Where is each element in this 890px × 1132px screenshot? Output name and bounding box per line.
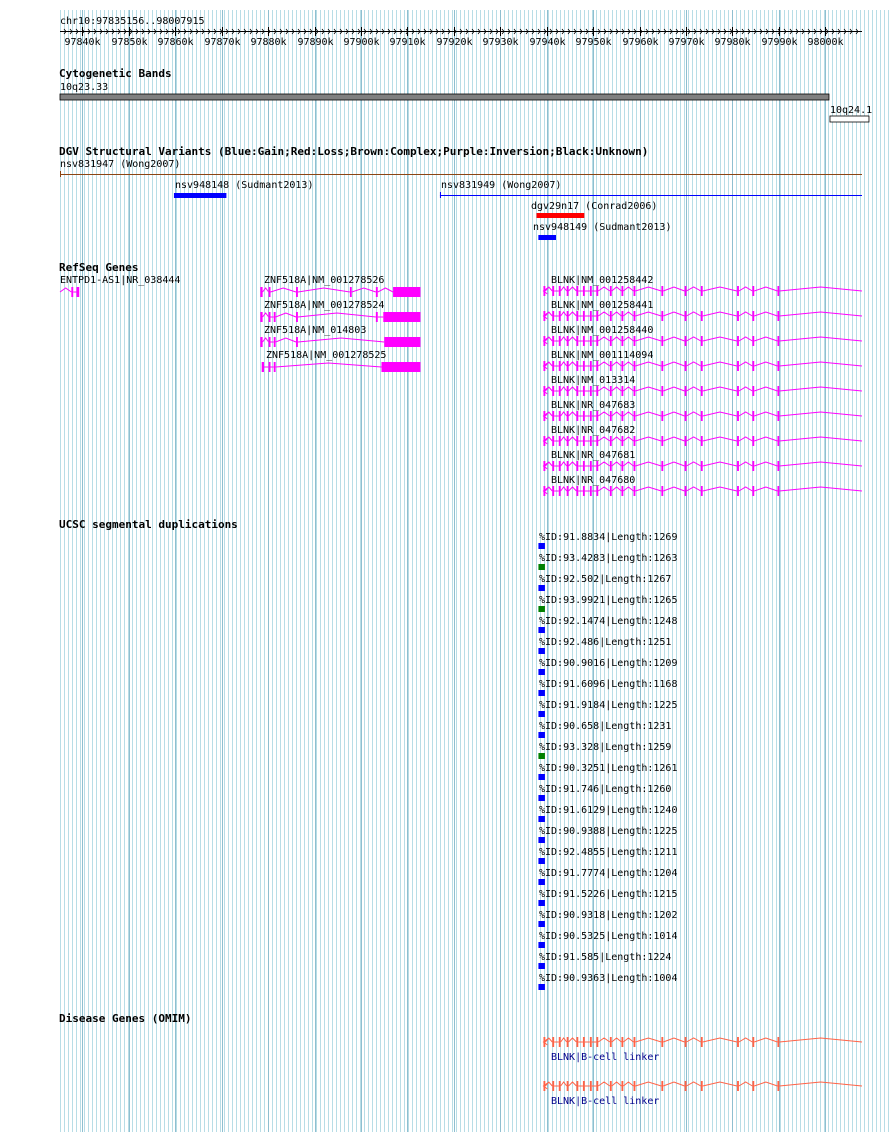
refseq-gene-exon [559,386,561,396]
refseq-gene-exon [559,436,561,446]
refseq-gene-exon [685,461,687,471]
refseq-gene-exon [567,486,569,496]
refseq-gene-exon [685,311,687,321]
refseq-gene-exon [701,386,703,396]
ruler-tick-label: 97840k [64,37,101,48]
refseq-gene-exon [583,411,585,421]
ruler-tick-label: 97850k [111,37,148,48]
refseq-gene-exon [777,386,779,396]
refseq-gene-exon [296,312,298,322]
omim-gene-exon [552,1037,554,1047]
refseq-gene-exon [685,386,687,396]
refseq-gene-exon [752,411,754,421]
omim-features [543,1037,862,1107]
refseq-gene-exon [701,436,703,446]
refseq-gene-exon [552,436,554,446]
refseq-gene-exon [737,486,739,496]
omim-gene-exon [621,1081,623,1091]
region-label: chr10:97835156..98007915 [60,16,205,27]
refseq-gene-exon [583,461,585,471]
omim-gene-exon [737,1037,739,1047]
refseq-gene-label: BLNK|NR_047680 [551,475,636,486]
refseq-gene-exon [583,361,585,371]
refseq-gene-exon [274,337,276,347]
refseq-gene-exon [567,311,569,321]
segdup-feature [538,669,544,675]
refseq-gene-exon [634,411,636,421]
omim-gene-exon [596,1037,598,1047]
refseq-gene-exon [590,311,592,321]
segdup-feature [538,963,544,969]
refseq-gene-exon [685,411,687,421]
refseq-gene-exon [596,311,598,321]
segdup-label: %ID:90.658|Length:1231 [539,721,672,732]
segdup-feature [538,711,544,717]
omim-gene-exon [576,1081,578,1091]
omim-gene-label: BLNK|B-cell linker [551,1052,660,1063]
segdup-feature [538,606,544,612]
refseq-gene-exon [559,411,561,421]
refseq-gene-exon [567,411,569,421]
refseq-gene-exon [559,311,561,321]
segdup-feature [538,837,544,843]
refseq-gene-exon [661,436,663,446]
segdup-label: %ID:91.746|Length:1260 [539,784,672,795]
refseq-gene-exon [634,436,636,446]
refseq-gene-exon [685,361,687,371]
refseq-gene-exon [552,386,554,396]
segdup-label: %ID:91.5226|Length:1215 [539,889,678,900]
omim-gene-exon [701,1081,703,1091]
refseq-gene-label: ZNF518A|NM_001278525 [266,350,387,361]
refseq-gene-exon [583,386,585,396]
refseq-gene-exon [777,486,779,496]
refseq-gene-exon [583,336,585,346]
refseq-gene-exon [752,436,754,446]
refseq-gene-exon [752,461,754,471]
refseq-gene-exon [777,411,779,421]
refseq-gene-exon [621,311,623,321]
segdup-feature [538,543,544,549]
refseq-gene-exon [576,361,578,371]
omim-gene-exon [610,1081,612,1091]
segdup-feature [538,921,544,927]
ruler-tick-label: 97920k [436,37,473,48]
refseq-gene-exon [590,486,592,496]
segdup-label: %ID:92.1474|Length:1248 [539,616,678,627]
refseq-gene-exon [559,286,561,296]
refseq-gene-exon [269,362,271,372]
refseq-gene-exon [269,337,271,347]
refseq-gene-exon [576,286,578,296]
refseq-gene-exon [552,311,554,321]
refseq-gene-exon [610,436,612,446]
segdup-feature [538,774,544,780]
refseq-gene-exon [552,411,554,421]
refseq-gene-exon [376,287,378,297]
omim-gene-exon [583,1081,585,1091]
omim-gene-exon [737,1081,739,1091]
ruler-tick-label: 97950k [575,37,612,48]
cytoband-track-title: Cytogenetic Bands [59,67,172,80]
refseq-gene-exon [559,361,561,371]
omim-gene-exon [661,1037,663,1047]
segdup-feature [538,900,544,906]
segdup-label: %ID:90.9318|Length:1202 [539,910,678,921]
omim-gene-exon [621,1037,623,1047]
segdup-label: %ID:91.6129|Length:1240 [539,805,678,816]
ruler-tick-label: 97860k [157,37,194,48]
omim-gene-exon [752,1081,754,1091]
refseq-gene-exon [661,286,663,296]
refseq-gene-exon [296,337,298,347]
cytoband-features [60,82,872,122]
refseq-gene-exon [260,312,262,322]
segdup-feature [538,648,544,654]
segdup-label: %ID:91.585|Length:1224 [539,952,672,963]
cytoband-label: 10q23.33 [60,82,109,93]
refseq-gene-exon [590,361,592,371]
refseq-gene-exon [567,436,569,446]
refseq-gene-exon [752,336,754,346]
refseq-gene-exon [752,486,754,496]
refseq-gene-exon [296,287,298,297]
segdup-feature [538,753,544,759]
dgv-variant-label: dgv29n17 (Conrad2006) [531,201,658,212]
refseq-gene-exon [737,361,739,371]
refseq-gene-exon [701,411,703,421]
dgv-variant-label: nsv831949 (Wong2007) [441,180,562,191]
refseq-gene-exon [596,486,598,496]
refseq-gene-exon [685,436,687,446]
segdup-feature [538,732,544,738]
refseq-gene-exon [384,337,420,347]
refseq-gene-label: ENTPD1-AS1|NR_038444 [60,275,181,286]
segdup-feature [538,627,544,633]
omim-gene-exon [634,1037,636,1047]
segdup-label: %ID:90.5325|Length:1014 [539,931,678,942]
refseq-gene-exon [552,286,554,296]
refseq-gene-exon [634,336,636,346]
ruler-tick-label: 97990k [761,37,798,48]
segdup-feature [538,585,544,591]
refseq-gene-exon [559,336,561,346]
dgv-variant-label: nsv948148 (Sudmant2013) [175,180,314,191]
ruler-tick-label: 98000k [807,37,844,48]
refseq-gene-label: BLNK|NR_047681 [551,450,636,461]
refseq-gene-exon [621,436,623,446]
refseq-gene-exon [596,336,598,346]
refseq-gene-exon [621,361,623,371]
refseq-gene-exon [567,461,569,471]
refseq-gene-exon [621,386,623,396]
refseq-gene-exon [737,411,739,421]
ruler-tick-label: 97960k [622,37,659,48]
refseq-gene-exon [701,311,703,321]
refseq-gene-exon [583,286,585,296]
ruler-tick-label: 97940k [529,37,566,48]
refseq-gene-exon [737,461,739,471]
refseq-gene-exon [567,361,569,371]
refseq-gene-exon [610,411,612,421]
refseq-gene-exon [552,336,554,346]
segdup-feature [538,690,544,696]
omim-gene-exon [777,1037,779,1047]
segdup-feature [538,858,544,864]
omim-gene-label: BLNK|B-cell linker [551,1096,660,1107]
refseq-gene-label: ZNF518A|NM_001278524 [264,300,385,311]
refseq-gene-exon [567,286,569,296]
refseq-gene-exon [752,286,754,296]
segdup-track-title: UCSC segmental duplications [59,518,238,531]
segdup-feature [538,564,544,570]
refseq-gene-exon [596,461,598,471]
refseq-gene-exon [621,486,623,496]
refseq-gene-exon [576,386,578,396]
cytoband-label: 10q24.1 [829,105,873,116]
segdup-feature [538,942,544,948]
refseq-gene-exon [583,436,585,446]
segdup-feature [538,879,544,885]
segdup-label: %ID:90.9363|Length:1004 [539,973,678,984]
refseq-gene-exon [590,461,592,471]
omim-gene-exon [559,1037,561,1047]
refseq-gene-exon [260,337,262,347]
dgv-variant [537,213,585,218]
refseq-gene-exon [661,361,663,371]
refseq-gene-exon [262,362,264,372]
dgv-track-title: DGV Structural Variants (Blue:Gain;Red:Loss;Brown:Complex;Purple:Inversion;Black:Unknown) [59,145,649,158]
refseq-gene-exon [737,386,739,396]
refseq-gene-exon [590,286,592,296]
refseq-gene-exon [610,286,612,296]
cytoband [60,94,829,100]
refseq-gene-label: ZNF518A|NM_001278526 [264,275,385,286]
refseq-gene-exon [661,311,663,321]
refseq-gene-exon [701,286,703,296]
refseq-gene-label: BLNK|NM_001114094 [551,350,654,361]
refseq-gene-exon [260,287,262,297]
refseq-gene-exon [701,336,703,346]
ruler-tick-label: 97930k [482,37,519,48]
refseq-gene-exon [381,362,420,372]
refseq-gene-exon [610,311,612,321]
refseq-gene-exon [621,461,623,471]
segdup-label: %ID:91.8834|Length:1269 [539,532,678,543]
refseq-gene-exon [596,286,598,296]
refseq-gene-exon [610,386,612,396]
ruler-tick-label: 97970k [668,37,705,48]
segdup-label: %ID:93.328|Length:1259 [539,742,672,753]
refseq-gene-exon [590,386,592,396]
refseq-gene-exon [661,386,663,396]
ruler-tick-label: 97880k [250,37,287,48]
dgv-variant [538,235,556,240]
segdup-label: %ID:90.9016|Length:1209 [539,658,678,669]
refseq-gene-exon [567,386,569,396]
refseq-gene-exon [701,361,703,371]
refseq-gene-exon [777,436,779,446]
omim-gene-exon [590,1081,592,1091]
cytoband [830,116,869,122]
omim-gene-exon [596,1081,598,1091]
omim-gene-exon [685,1081,687,1091]
refseq-gene-exon [596,411,598,421]
omim-gene-exon [777,1081,779,1091]
refseq-gene-exon [634,386,636,396]
refseq-gene-label: BLNK|NM_001258441 [551,300,654,311]
refseq-gene-exon [634,286,636,296]
refseq-gene-exon [610,361,612,371]
dgv-variant-label: nsv948149 (Sudmant2013) [533,222,672,233]
segdup-label: %ID:91.9184|Length:1225 [539,700,678,711]
refseq-gene-exon [621,336,623,346]
refseq-gene-exon [559,486,561,496]
refseq-gene-exon [559,461,561,471]
refseq-gene-exon [376,312,378,322]
refseq-gene-label: BLNK|NR_047683 [551,400,636,411]
refseq-gene-exon [590,336,592,346]
omim-gene-exon [590,1037,592,1047]
refseq-gene-exon [777,311,779,321]
refseq-gene-exon [576,311,578,321]
refseq-gene-exon [661,336,663,346]
refseq-gene-exon [621,286,623,296]
refseq-gene-exon [583,486,585,496]
segdup-label: %ID:92.502|Length:1267 [539,574,672,585]
refseq-gene-label: BLNK|NM_001258440 [551,325,654,336]
refseq-gene-exon [737,286,739,296]
refseq-gene-exon [661,411,663,421]
refseq-gene-exon [576,436,578,446]
refseq-gene-exon [71,287,73,297]
omim-gene-exon [583,1037,585,1047]
refseq-gene-exon [737,436,739,446]
omim-gene-exon [661,1081,663,1091]
segdup-label: %ID:90.9388|Length:1225 [539,826,678,837]
refseq-gene-exon [634,461,636,471]
segdup-feature [538,795,544,801]
omim-gene-exon [701,1037,703,1047]
refseq-gene-exon [269,287,271,297]
ruler-tick-label: 97980k [714,37,751,48]
refseq-gene-exon [596,361,598,371]
refseq-gene-exon [661,486,663,496]
omim-gene-exon [634,1081,636,1091]
refseq-gene-exon [737,311,739,321]
segdup-label: %ID:92.486|Length:1251 [539,637,672,648]
omim-gene-exon [576,1037,578,1047]
refseq-gene-exon [596,436,598,446]
refseq-gene-exon [383,312,420,322]
omim-gene-exon [559,1081,561,1091]
omim-gene-exon [685,1037,687,1047]
refseq-gene-exon [576,461,578,471]
refseq-gene-exon [610,336,612,346]
refseq-gene-exon [634,361,636,371]
refseq-gene-exon [777,336,779,346]
segdup-label: %ID:93.9921|Length:1265 [539,595,678,606]
segdup-label: %ID:92.4855|Length:1211 [539,847,678,858]
refseq-gene-exon [274,312,276,322]
refseq-gene-exon [737,336,739,346]
refseq-gene-label: BLNK|NR_047682 [551,425,636,436]
refseq-gene-exon [596,386,598,396]
refseq-gene-label: ZNF518A|NM_014803 [264,325,367,336]
refseq-gene-exon [634,311,636,321]
refseq-gene-exon [590,436,592,446]
dgv-variant [174,193,226,198]
refseq-gene-exon [777,461,779,471]
refseq-gene-exon [576,336,578,346]
segdup-label: %ID:91.6096|Length:1168 [539,679,678,690]
refseq-gene-exon [634,486,636,496]
refseq-gene-exon [274,362,276,372]
refseq-gene-exon [590,411,592,421]
omim-gene-exon [552,1081,554,1091]
refseq-gene-exon [621,411,623,421]
refseq-gene-exon [567,336,569,346]
refseq-gene-exon [393,287,420,297]
dgv-variant-label: nsv831947 (Wong2007) [60,159,181,170]
refseq-gene-exon [685,486,687,496]
refseq-gene-exon [583,311,585,321]
refseq-gene-exon [661,461,663,471]
refseq-gene-exon [752,386,754,396]
refseq-gene-exon [685,336,687,346]
refseq-gene-exon [269,312,271,322]
refseq-gene-label: BLNK|NM_013314 [551,375,636,386]
omim-gene-exon [610,1037,612,1047]
omim-gene-exon [752,1037,754,1047]
omim-track-title: Disease Genes (OMIM) [59,1012,192,1025]
refseq-gene-exon [685,286,687,296]
ruler-tick-label: 97890k [297,37,334,48]
refseq-gene-exon [752,361,754,371]
refseq-gene-exon [350,287,352,297]
refseq-track-title: RefSeq Genes [59,261,139,274]
segdup-feature [538,984,544,990]
segdup-label: %ID:93.4283|Length:1263 [539,553,678,564]
ruler-tick-label: 97870k [204,37,241,48]
refseq-gene-exon [552,361,554,371]
refseq-gene-exon [76,287,79,297]
segdup-feature [538,816,544,822]
refseq-gene-exon [610,461,612,471]
refseq-gene-exon [752,311,754,321]
omim-gene-exon [567,1081,569,1091]
refseq-gene-exon [701,486,703,496]
refseq-gene-exon [576,486,578,496]
segdup-label: %ID:91.7774|Length:1204 [539,868,678,879]
omim-gene-exon [567,1037,569,1047]
refseq-gene-label: BLNK|NM_001258442 [551,275,654,286]
refseq-gene-exon [777,361,779,371]
ruler-tick-label: 97900k [343,37,380,48]
refseq-gene-exon [701,461,703,471]
refseq-gene-exon [552,486,554,496]
ruler-tick-label: 97910k [389,37,426,48]
refseq-gene-exon [610,486,612,496]
refseq-gene-exon [576,411,578,421]
refseq-gene-exon [552,461,554,471]
background-grid [61,10,889,1132]
refseq-gene-exon [777,286,779,296]
segdup-label: %ID:90.3251|Length:1261 [539,763,678,774]
